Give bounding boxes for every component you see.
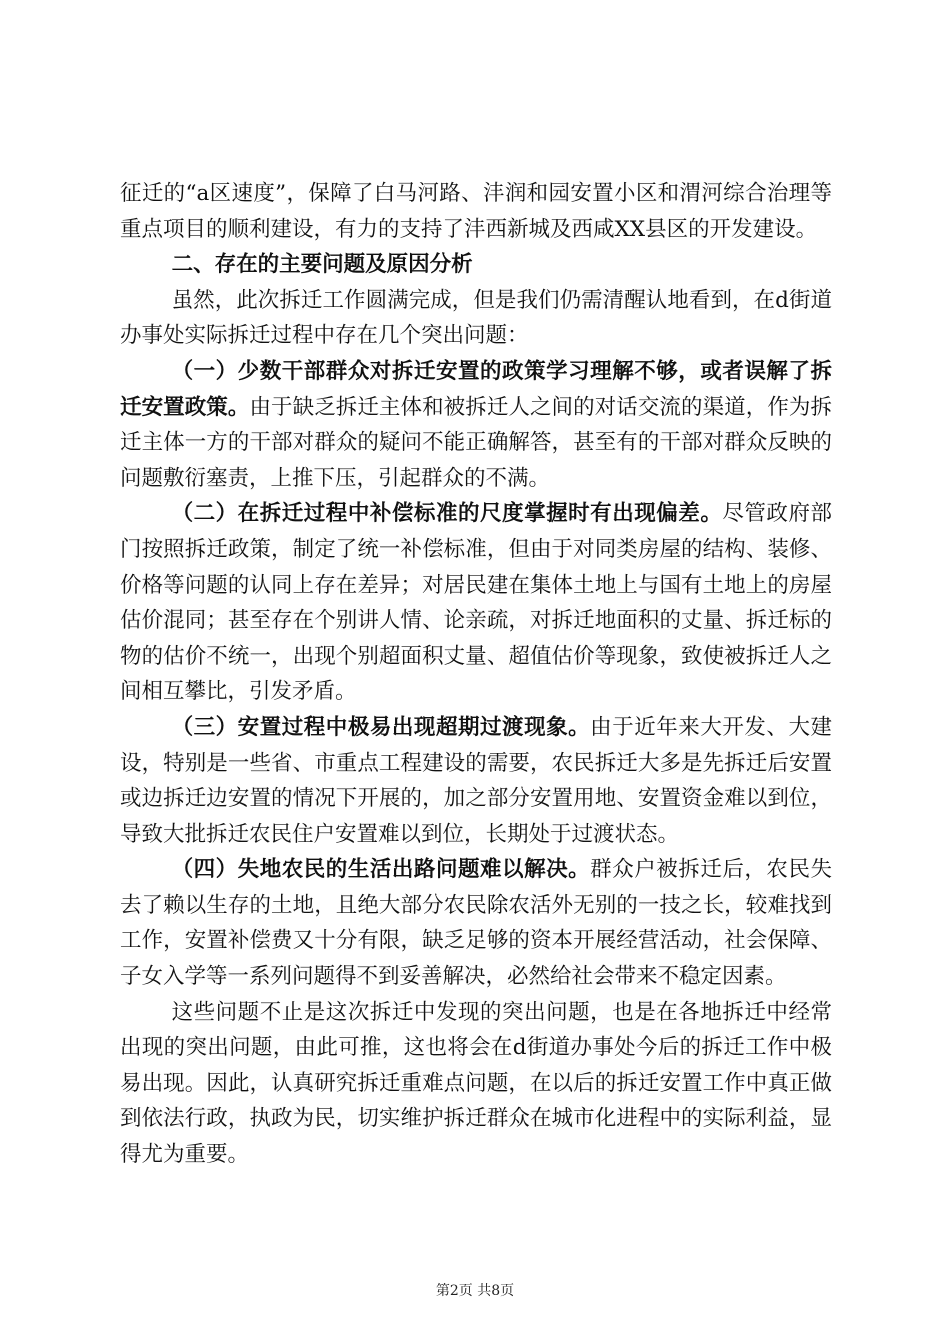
- issue-paragraph: [120, 710, 832, 852]
- page-footer: 第2页 共8页: [435, 1283, 515, 1299]
- issue-title: （一）少数干部群众对拆迁安置的政策学习理解不够，或者误解了拆迁安置政策。: [120, 358, 832, 420]
- section-heading: 二、存在的主要问题及原因分析: [171, 252, 473, 278]
- issue-title: （三）安置过程中极易出现超期过渡现象。: [171, 714, 591, 740]
- issue-body: 群众户被拆迁后，农民失去了赖以生存的土地，且绝大部分农民除农活外无别的一技之长，较难找到工作，安置补偿费又十分有限，缺乏足够的资本开展经营活动，社会保障、子女入学等一系列问题得不到妥善解决，必然给社会带来不稳定因素。: [120, 857, 832, 990]
- issue-body: 由于近年来大开发、大建设，特别是一些省、市重点工程建设的需要，农民拆迁大多是先拆迁后安置或边拆迁边安置的情况下开展的，加之部分安置用地、安置资金难以到位，导致大批拆迁农民住户安置难以到位，长期处于过渡状态。: [120, 714, 832, 847]
- issue-paragraph: [120, 354, 832, 496]
- conclusion-paragraph: 这些问题不止是这次拆迁中发现的突出问题，也是在各地拆迁中经常出现的突出问题，由此可推，这也将会在d街道办事处今后的拆迁工作中极易出现。因此，认真研究拆迁重难点问题，在以后的拆迁安置工作中真正做到依法行政，执政为民，切实维护拆迁群众在城市化进程中的实际利益，显得尤为重要。: [120, 999, 832, 1168]
- lead-paragraph: 虽然，此次拆迁工作圆满完成，但是我们仍需清醒认地看到，在d街道办事处实际拆迁过程中存在几个突出问题：: [120, 287, 832, 349]
- issue-title: （二）在拆迁过程中补偿标准的尺度掌握时有出现偏差。: [171, 501, 723, 527]
- issue-paragraph: [120, 496, 832, 710]
- intro-paragraph: 征迁的“a区速度”，保障了白马河路、沣润和园安置小区和渭河综合治理等重点项目的顺利建设，有力的支持了沣西新城及西咸XX县区的开发建设。: [120, 181, 832, 242]
- issue-paragraph: [120, 852, 832, 994]
- document-body: [120, 176, 832, 1173]
- issue-body: 尽管政府部门按照拆迁政策，制定了统一补偿标准，但由于对同类房屋的结构、装修、价格等问题的认同上存在差异；对居民建在集体土地上与国有土地上的房屋估价混同；甚至存在个别讲人情、论亲疏，对拆迁地面积的丈量、拆迁标的物的估价不统一，出现个别超面积丈量、超值估价等现象，致使被拆迁人之间相互攀比，引发矛盾。: [120, 501, 832, 705]
- issue-body: 由于缺乏拆迁主体和被拆迁人之间的对话交流的渠道，作为拆迁主体一方的干部对群众的疑问不能正确解答，甚至有的干部对群众反映的问题敷衍塞责，上推下压，引起群众的不满。: [120, 394, 832, 491]
- issue-title: （四）失地农民的生活出路问题难以解决。: [171, 857, 591, 883]
